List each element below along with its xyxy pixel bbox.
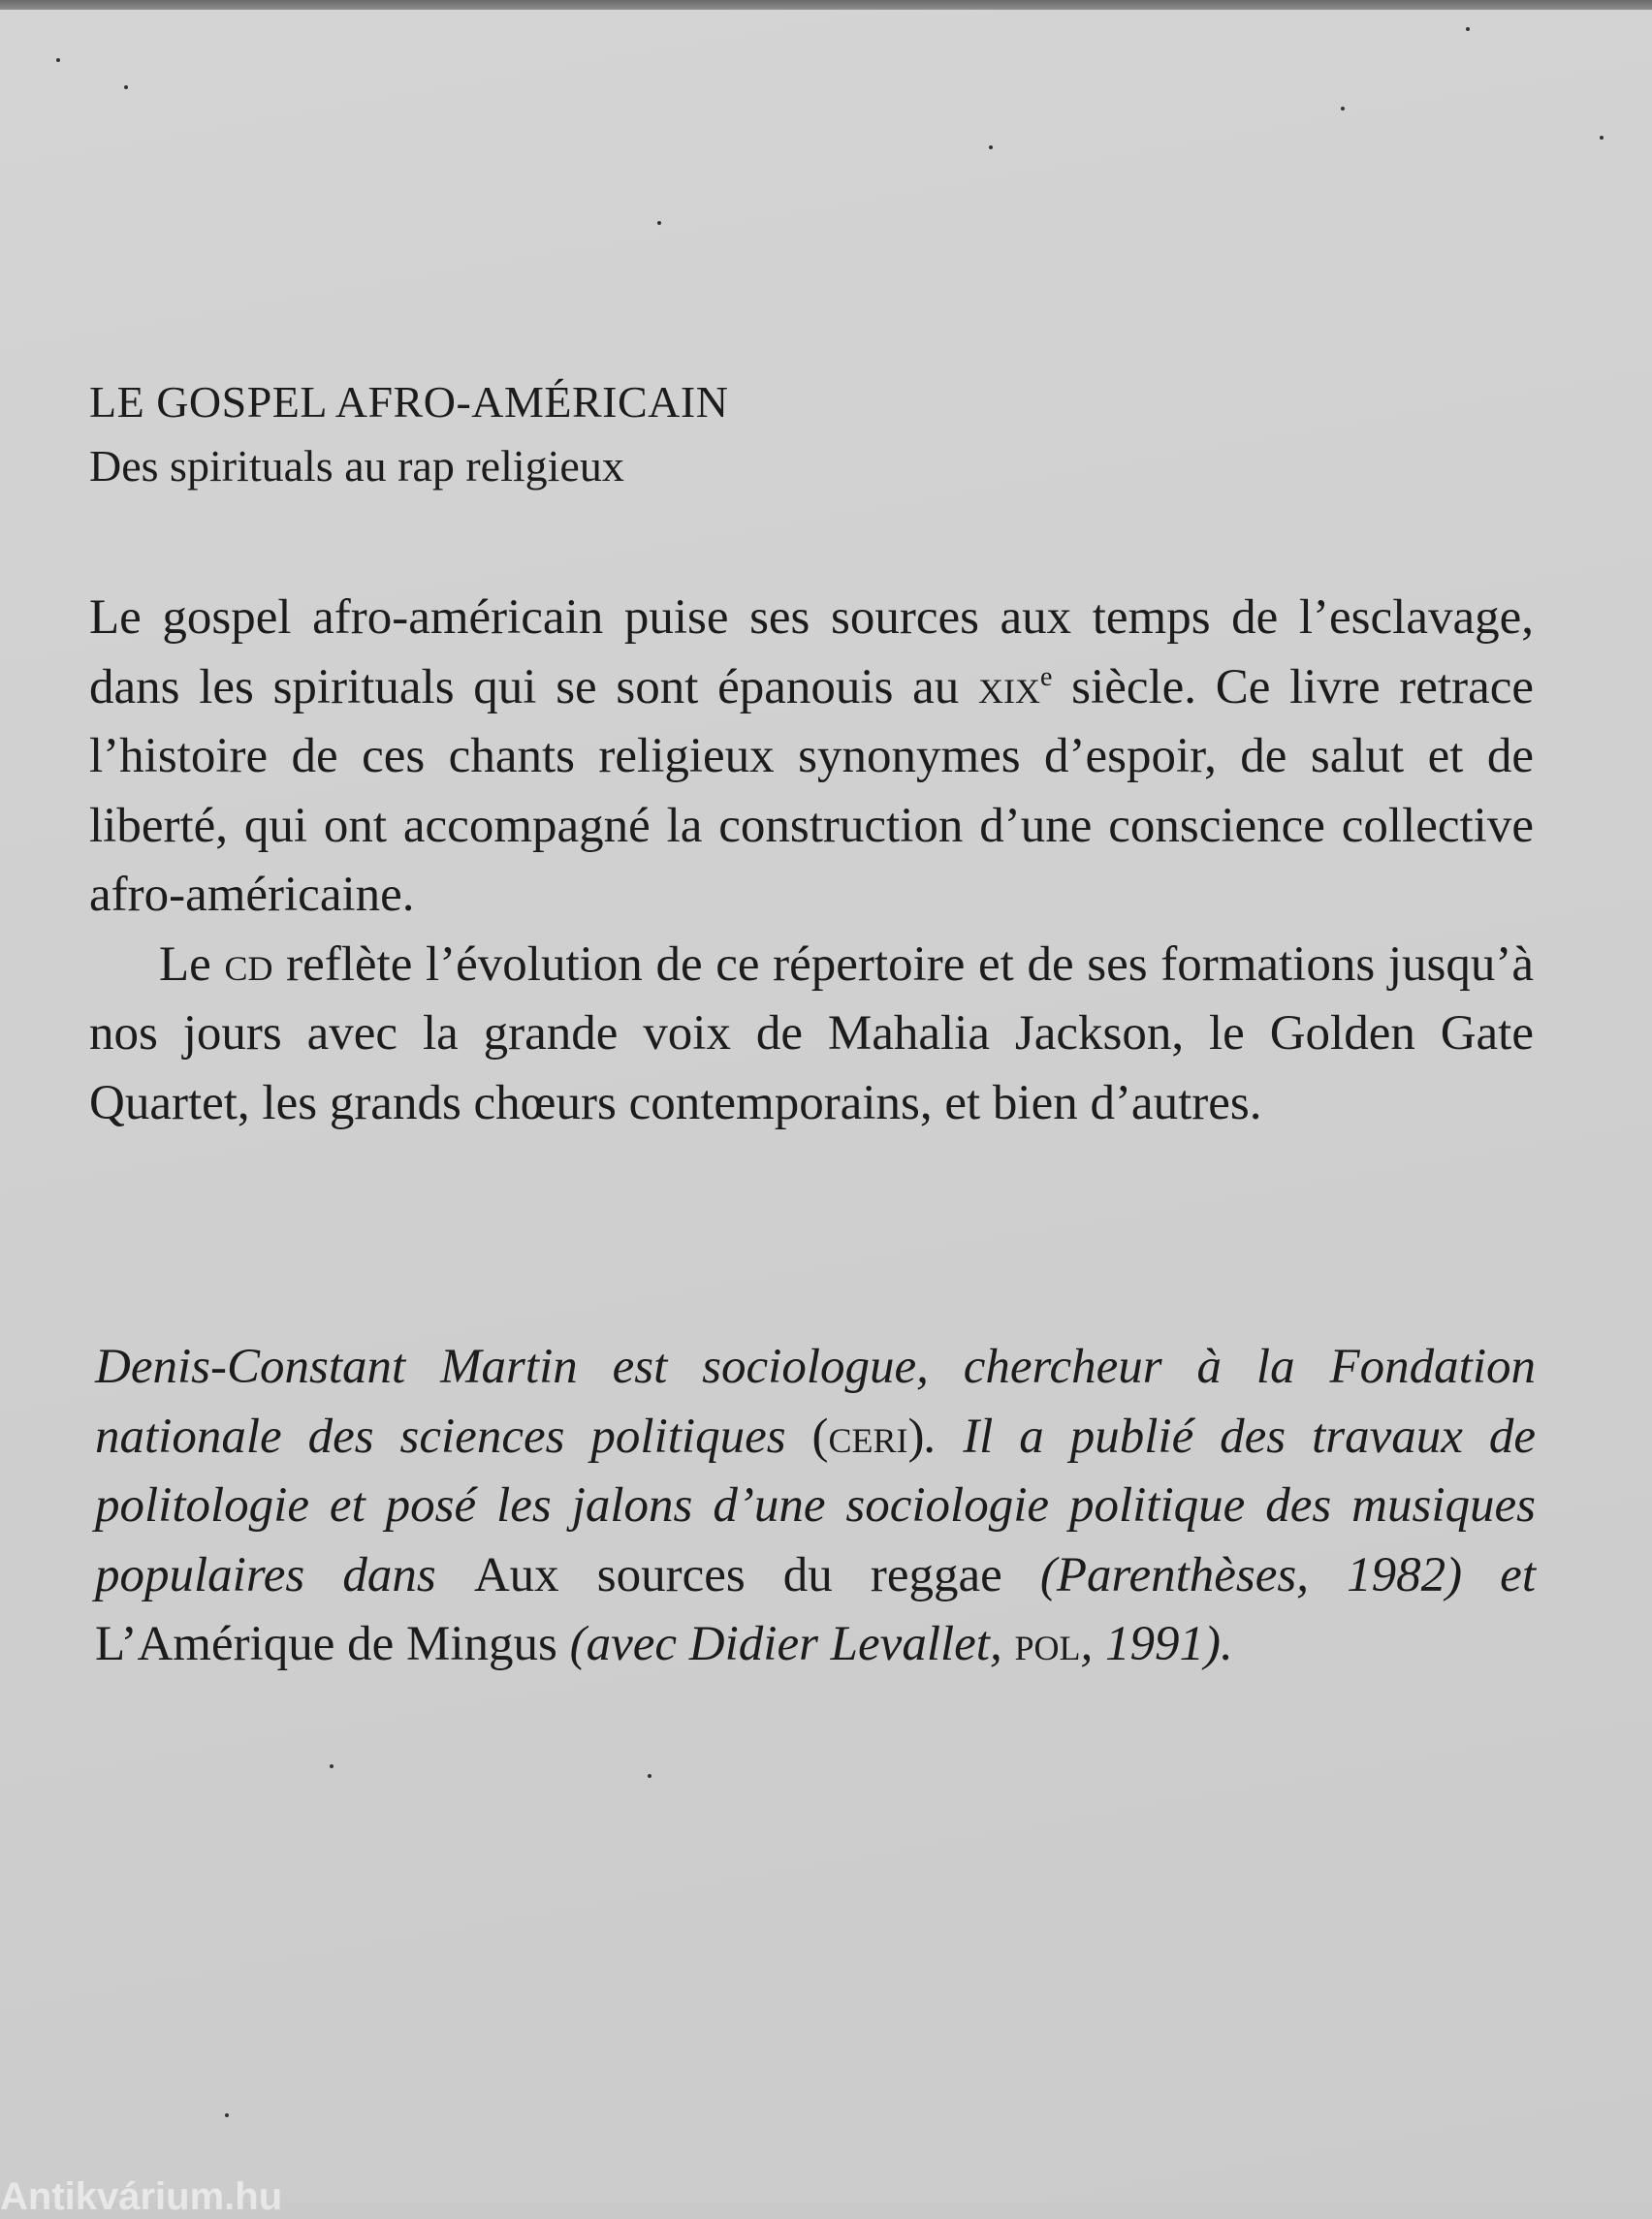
dust-speck xyxy=(56,58,60,62)
book-subtitle: Des spirituals au rap religieux xyxy=(89,441,624,491)
book-heading xyxy=(89,370,1059,498)
description-paragraph-1 xyxy=(89,584,1534,931)
dust-speck xyxy=(1466,27,1470,31)
bio-text: (Parenthèses, 1982) et xyxy=(1001,1547,1536,1602)
dust-speck xyxy=(989,145,993,149)
dust-speck xyxy=(225,2113,229,2117)
description-text: reflète l’évolution de ce répertoire et de ses formations jusqu’à nos jours avec la grande voix de Mahalia Jackson, le Golden Gate Quartet, les grands chœurs contemporains, et bien d’autres. xyxy=(89,936,1534,1130)
ceri-abbreviation: (ceri) xyxy=(811,1409,925,1464)
dust-speck xyxy=(330,1764,334,1768)
description-text: Le xyxy=(159,936,225,992)
description-text: siècle. Ce livre retrace l’histoire de ces chants religieux synonymes d’espoir, de salut et de liberté, qui ont accompagné la construction d’une conscience collective afro-américaine. xyxy=(89,659,1534,922)
dust-speck xyxy=(1341,107,1345,111)
author-biography xyxy=(95,1333,1536,1680)
description-paragraph-2 xyxy=(89,931,1534,1139)
dust-speck xyxy=(1600,136,1604,140)
dust-speck xyxy=(648,1774,651,1778)
pol-abbreviation: pol xyxy=(1014,1617,1081,1671)
book-reference: L’Amérique de Mingus xyxy=(95,1617,557,1671)
bio-text: . Il a publié des travaux de politologie et posé les jalons d’une sociologie politique des musiques populaires dans xyxy=(95,1409,1536,1602)
dust-speck xyxy=(124,85,128,89)
description-text: Le gospel afro-américain puise ses sources aux temps de l’esclavage, dans les spirituals qui se sont épanouis au xyxy=(89,590,1534,714)
century-numeral: xix xyxy=(978,659,1041,714)
century-superscript: e xyxy=(1040,661,1053,692)
book-reference: Aux sources du reggae xyxy=(473,1547,1002,1602)
bio-text: (avec Didier Levallet, xyxy=(556,1617,1015,1671)
dust-speck xyxy=(657,221,661,225)
author-bio-paragraph xyxy=(95,1333,1536,1680)
bio-text: Denis-Constant Martin est sociologue, chercheur à la Fondation nationale des sciences politiques xyxy=(95,1340,1536,1464)
watermark: Antikvárium.hu xyxy=(0,2175,283,2218)
bio-text: , 1991). xyxy=(1080,1617,1233,1671)
book-title: LE GOSPEL AFRO-AMÉRICAIN xyxy=(89,377,729,427)
cd-abbreviation: cd xyxy=(224,936,273,992)
book-description xyxy=(89,584,1534,1138)
